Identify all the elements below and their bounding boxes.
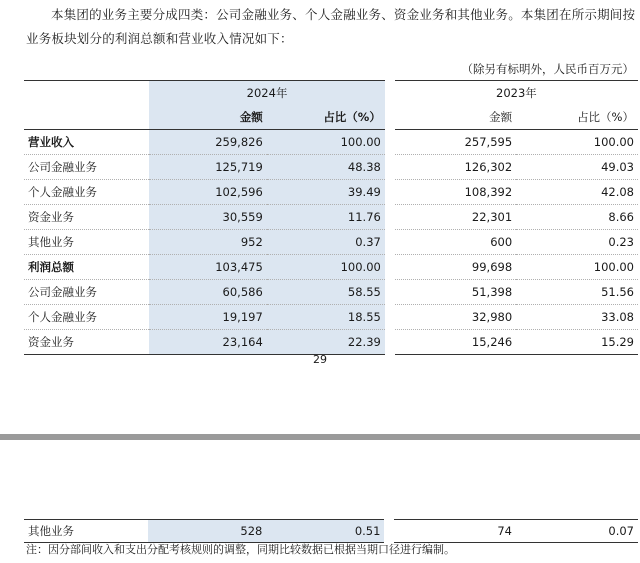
cell-ratio-2024: 100.00: [267, 255, 390, 280]
cell-ratio-2023: 42.08: [516, 180, 638, 205]
header-blank: [24, 105, 149, 130]
cell-ratio-2023: 51.56: [516, 280, 638, 305]
cell-amount-2023: 32,980: [390, 305, 516, 330]
row-label: 营业收入: [24, 130, 149, 155]
header-blank: [24, 81, 149, 106]
cell-amount-2024: 125,719: [149, 155, 267, 180]
row-label: 公司金融业务: [24, 155, 149, 180]
cell-amount-2023: 99,698: [390, 255, 516, 280]
cell-amount-2024: 528: [148, 520, 266, 543]
table-row: [24, 330, 638, 355]
cell-ratio-2023: 49.03: [516, 155, 638, 180]
unit-note: （除另有标明外，人民币百万元）: [461, 62, 634, 76]
cell-amount-2024: 259,826: [149, 130, 267, 155]
page-number: 29: [313, 353, 327, 366]
cell-amount-2023: 15,246: [390, 330, 516, 355]
cell-amount-2023: 257,595: [390, 130, 516, 155]
page-separator: [0, 434, 640, 440]
cell-amount-2023: 51,398: [390, 280, 516, 305]
cell-amount-2024: 60,586: [149, 280, 267, 305]
header-ratio-2023: 占比（%）: [516, 105, 638, 130]
cell-amount-2023: 22,301: [390, 205, 516, 230]
table-row: [24, 255, 638, 280]
cell-ratio-2023: 33.08: [516, 305, 638, 330]
table-row: [24, 180, 638, 205]
segment-table: [24, 80, 638, 355]
row-label: 资金业务: [24, 330, 149, 355]
header-ratio-2024: 占比（%）: [267, 105, 390, 130]
header-year-2024: 2024年: [149, 81, 390, 106]
cell-amount-2024: 23,164: [149, 330, 267, 355]
cell-ratio-2024: 39.49: [267, 180, 390, 205]
cell-ratio-2024: 100.00: [267, 130, 390, 155]
header-row-columns: [24, 105, 638, 130]
cell-ratio-2024: 0.37: [267, 230, 390, 255]
cell-amount-2024: 952: [149, 230, 267, 255]
cell-ratio-2023: 100.00: [516, 130, 638, 155]
cell-amount-2024: 102,596: [149, 180, 267, 205]
header-year-2023: 2023年: [390, 81, 638, 106]
header-amount-2023: 金额: [390, 105, 516, 130]
cell-ratio-2024: 58.55: [267, 280, 390, 305]
cell-amount-2023: 126,302: [390, 155, 516, 180]
intro-paragraph: 本集团的业务主要分成四类：公司金融业务、个人金融业务、资金业务和其他业务。本集团在所示期间按业务板块划分的利润总额和营业收入情况如下：: [26, 7, 636, 46]
cell-amount-2023: 600: [390, 230, 516, 255]
cell-ratio-2023: 0.07: [516, 520, 638, 543]
cell-ratio-2023: 8.66: [516, 205, 638, 230]
header-amount-2024: 金额: [149, 105, 267, 130]
table-row: [24, 520, 638, 543]
table-row: [24, 230, 638, 255]
row-label: 个人金融业务: [24, 305, 149, 330]
header-row-years: [24, 81, 638, 106]
cell-ratio-2023: 15.29: [516, 330, 638, 355]
cell-ratio-2023: 0.23: [516, 230, 638, 255]
row-label: 公司金融业务: [24, 280, 149, 305]
table-row: [24, 130, 638, 155]
cell-ratio-2024: 0.51: [266, 520, 389, 543]
cell-amount-2023: 108,392: [390, 180, 516, 205]
segment-table-continued: [24, 519, 638, 543]
row-label: 其他业务: [24, 520, 148, 543]
table-row: [24, 305, 638, 330]
cell-amount-2024: 30,559: [149, 205, 267, 230]
cell-amount-2024: 19,197: [149, 305, 267, 330]
row-label: 其他业务: [24, 230, 149, 255]
cell-ratio-2024: 11.76: [267, 205, 390, 230]
row-label: 个人金融业务: [24, 180, 149, 205]
cell-ratio-2023: 100.00: [516, 255, 638, 280]
row-label: 资金业务: [24, 205, 149, 230]
cell-amount-2023: 74: [389, 520, 516, 543]
table-row: [24, 155, 638, 180]
footnote: 注：因分部间收入和支出分配考核规则的调整，同期比较数据已根据当期口径进行编制。: [26, 543, 455, 556]
cell-amount-2024: 103,475: [149, 255, 267, 280]
cell-ratio-2024: 18.55: [267, 305, 390, 330]
table-row: [24, 205, 638, 230]
cell-ratio-2024: 48.38: [267, 155, 390, 180]
row-label: 利润总额: [24, 255, 149, 280]
table-row: [24, 280, 638, 305]
cell-ratio-2024: 22.39: [267, 330, 390, 355]
